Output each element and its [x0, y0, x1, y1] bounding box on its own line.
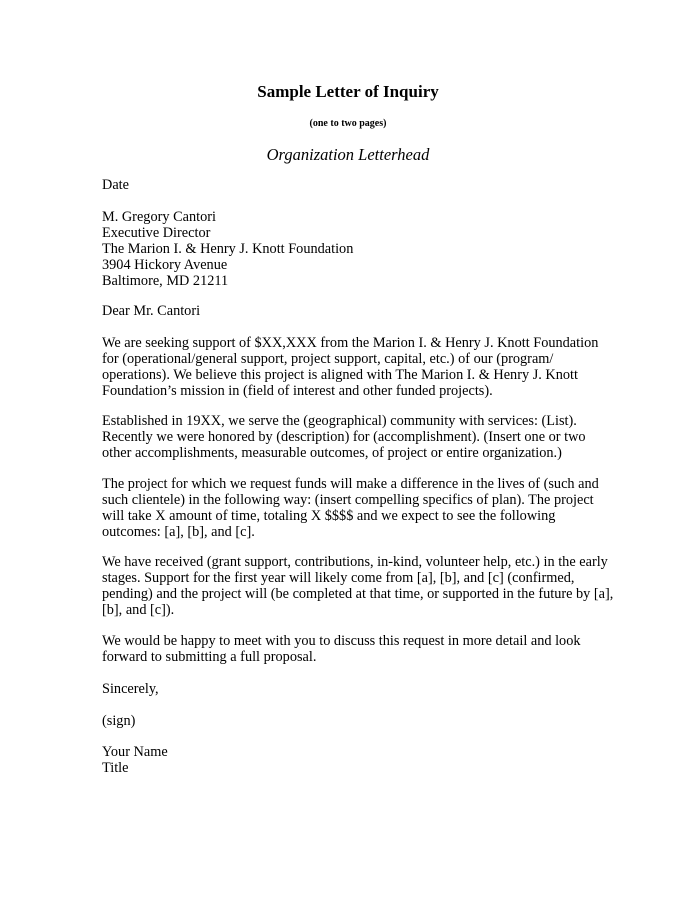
paragraph-line: will take X amount of time, totaling X $$$$ and we expect to see the following	[102, 507, 556, 524]
paragraph-line: forward to submitting a full proposal.	[102, 648, 317, 665]
paragraph-line: Recently we were honored by (description) for (accomplishment). (Insert one or two	[102, 428, 586, 445]
closing	[102, 682, 602, 698]
document-title: Sample Letter of Inquiry	[257, 82, 439, 101]
recipient-street: 3904 Hickory Avenue	[102, 256, 228, 273]
date-text: Date	[102, 177, 129, 193]
salutation	[102, 304, 602, 320]
letterhead-placeholder: Organization Letterhead	[266, 145, 430, 164]
salutation-text: Dear Mr. Cantori	[102, 303, 201, 319]
recipient-city: Baltimore, MD 21211	[102, 272, 229, 289]
paragraph-line: Established in 19XX, we serve the (geographical) community with services: (List).	[102, 413, 577, 429]
paragraph-line: other accomplishments, measurable outcomes, of project or entire organization.)	[102, 444, 562, 461]
paragraph-2	[102, 414, 602, 462]
paragraph-line: [b], and [c]).	[102, 601, 175, 618]
closing-text: Sincerely,	[102, 681, 159, 697]
paragraph-line: stages. Support for the first year will likely come from [a], [b], and [c] (confirmed,	[102, 569, 575, 586]
document-subtitle: (one to two pages)	[309, 118, 387, 129]
paragraph-line: such clientele) in the following way: (insert compelling specifics of plan). The project	[102, 491, 594, 508]
recipient-organization: The Marion I. & Henry J. Knott Foundation	[102, 240, 354, 257]
paragraph-1	[102, 336, 602, 400]
recipient-name: M. Gregory Cantori	[102, 209, 216, 225]
signature-placeholder: (sign)	[102, 713, 136, 729]
paragraph-line: We are seeking support of $XX,XXX from the Marion I. & Henry J. Knott Foundation	[102, 335, 599, 351]
paragraph-line: Foundation’s mission in (field of interest and other funded projects).	[102, 382, 493, 399]
paragraph-line: We have received (grant support, contributions, in-kind, volunteer help, etc.) in the early	[102, 554, 608, 570]
paragraph-line: We would be happy to meet with you to discuss this request in more detail and look	[102, 633, 581, 649]
signer-name: Your Name	[102, 744, 168, 760]
recipient-position: Executive Director	[102, 224, 211, 241]
signer-block	[102, 745, 602, 777]
paragraph-line: pending) and the project will (be completed at that time, or supported in the future by [a],	[102, 585, 614, 602]
paragraph-4	[102, 554, 614, 619]
paragraph-5	[102, 634, 602, 666]
paragraph-line: for (operational/general support, project support, capital, etc.) of our (program/	[102, 350, 554, 367]
paragraph-3	[102, 477, 602, 541]
paragraph-line: operations). We believe this project is aligned with The Marion I. & Henry J. Knott	[102, 366, 578, 383]
paragraph-line: The project for which we request funds will make a difference in the lives of (such and	[102, 476, 599, 492]
paragraph-line: outcomes: [a], [b], and [c].	[102, 523, 255, 540]
signer-title: Title	[102, 759, 129, 776]
recipient-address	[102, 210, 602, 290]
date-line	[102, 178, 602, 194]
signature	[102, 714, 602, 730]
